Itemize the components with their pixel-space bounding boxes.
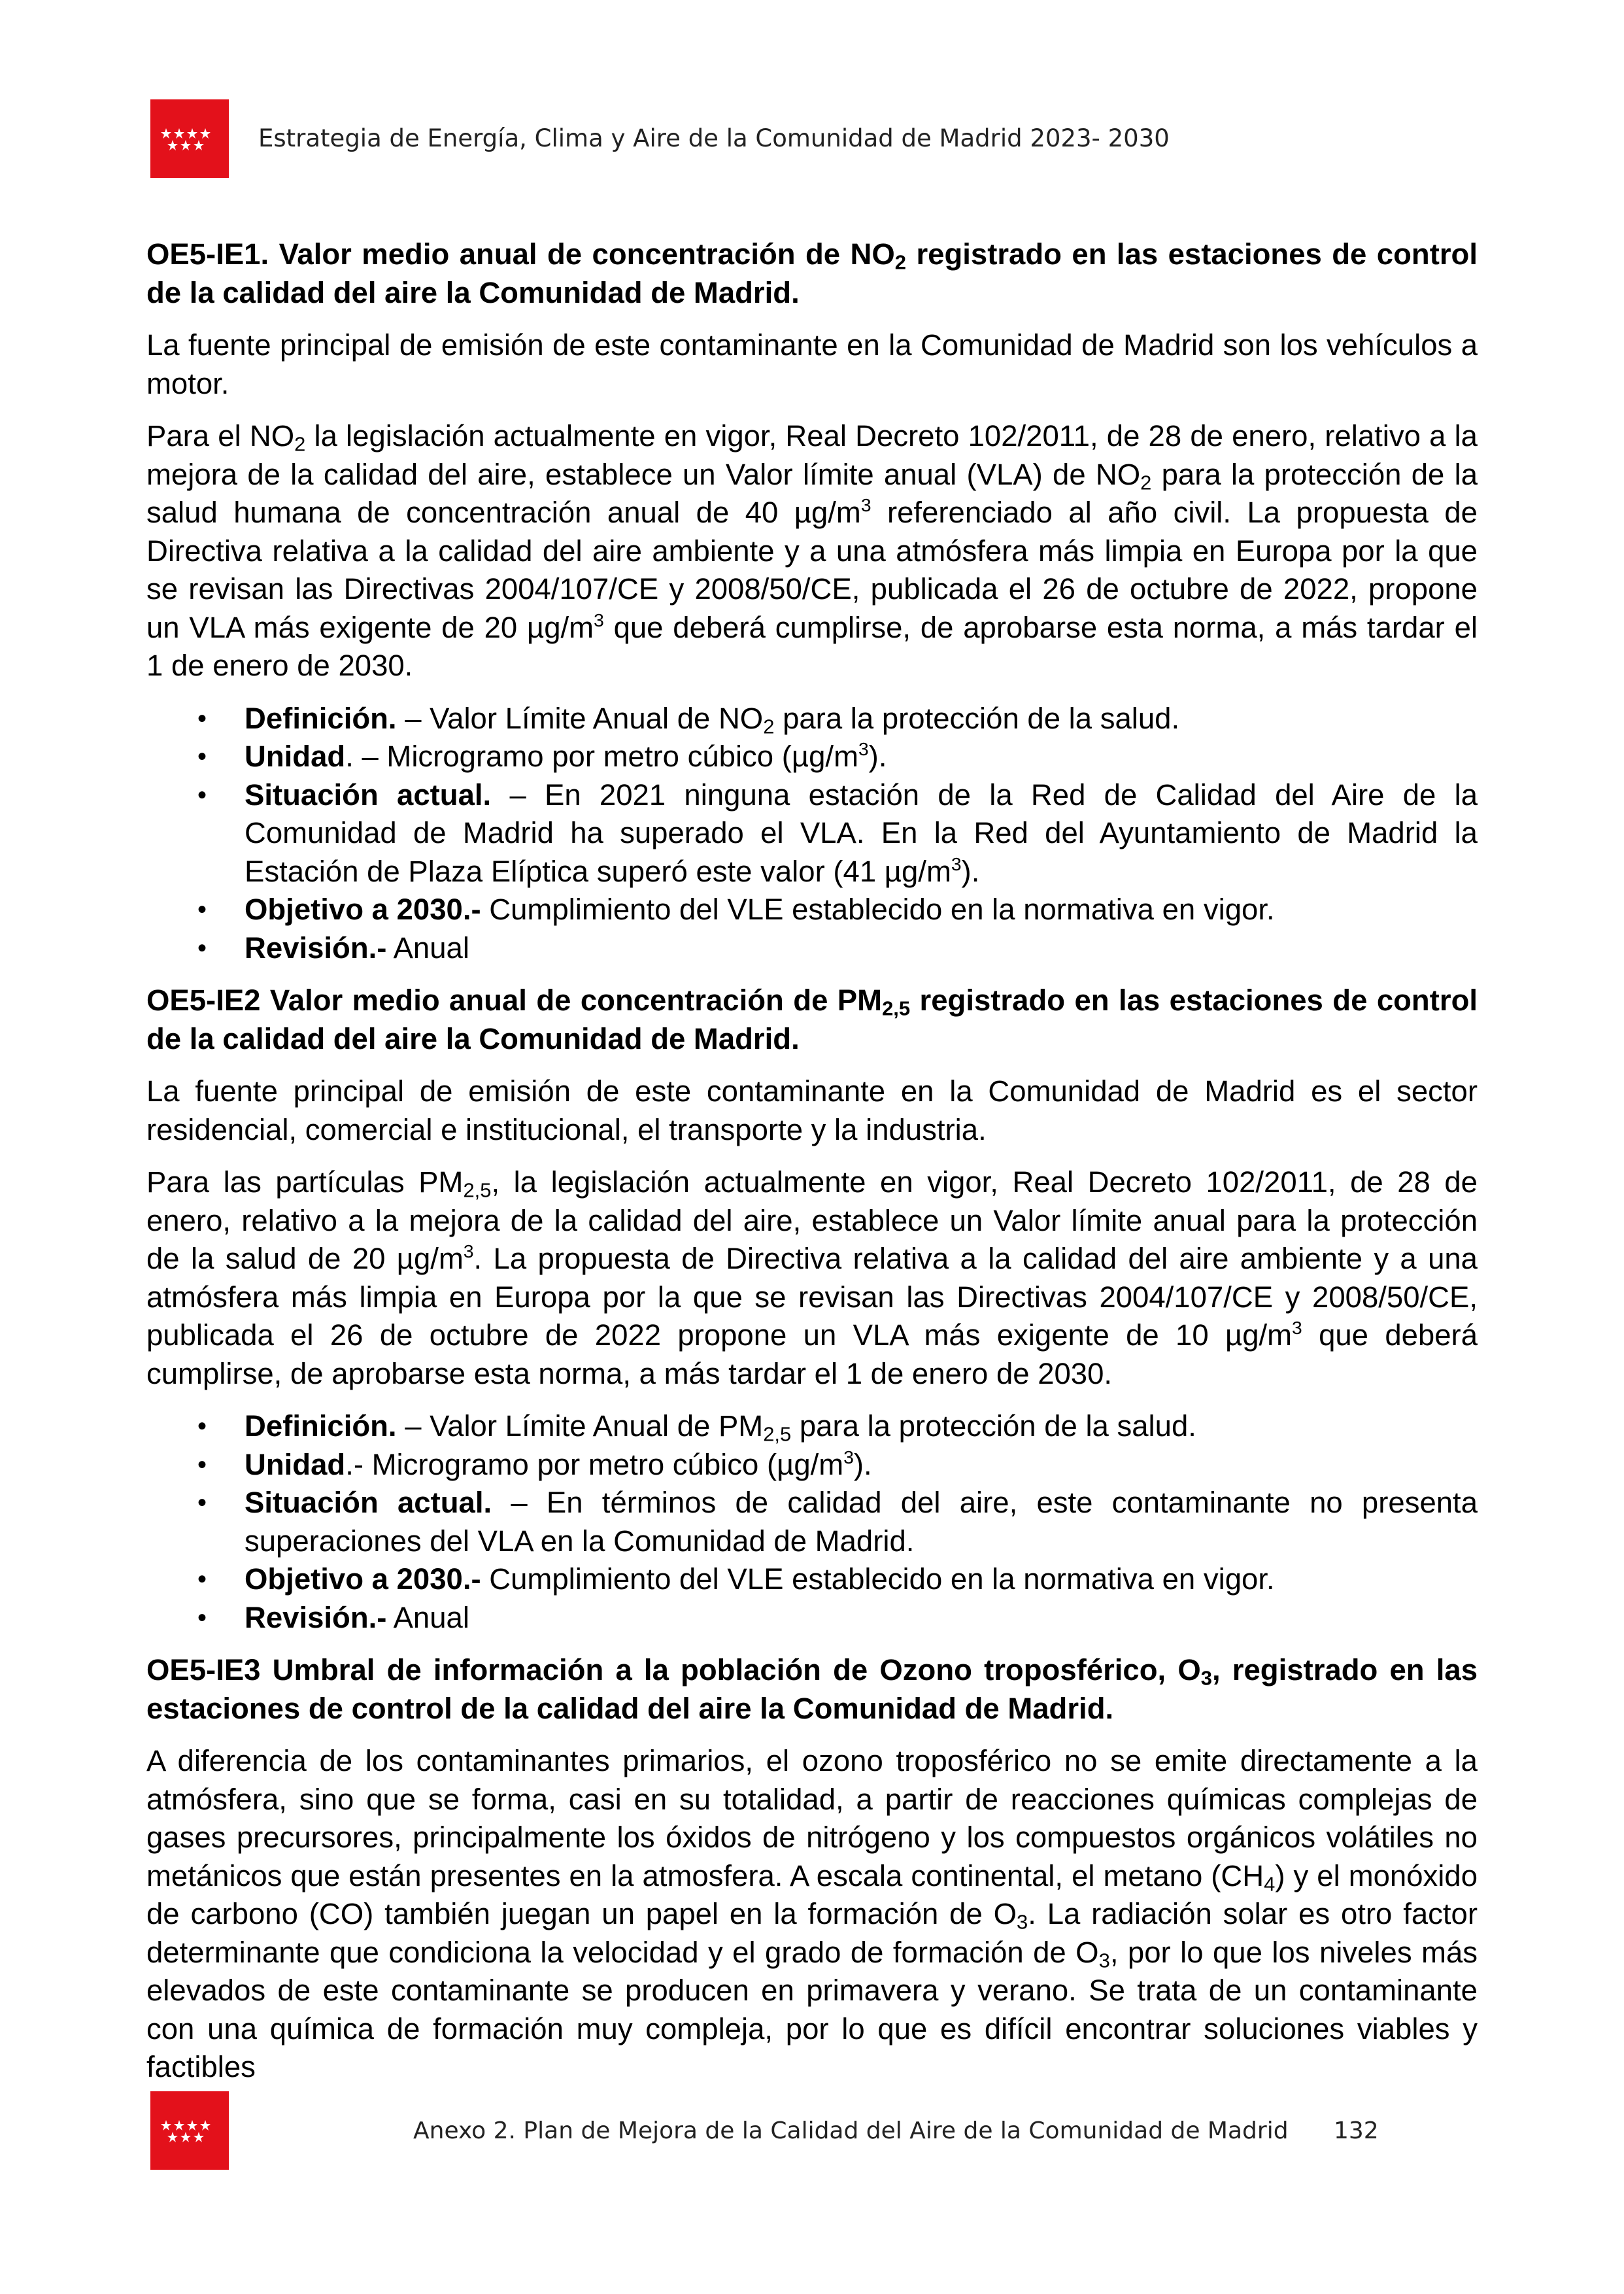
list-item: • Definición. – Valor Límite Anual de $NO_2$ para la protección de la salud. <box>146 700 1478 738</box>
paragraph: A diferencia de los contaminantes primarios, el ozono troposférico no se emite directamente a la atmósfera, sino que se forma, casi en su totalidad, a partir de reacciones químicas complejas de gases precursores, principalmente los óxidos de nitrógeno y los compuestos orgánicos volátiles no metánicos que están presentes en la atmosfera. A escala continental, el metano $(CH_4)$ y el monóxido de carbono (CO) también juegan un papel en la formación de $O_3$. La radiación solar es otro factor determinante que condiciona la velocidad y el grado de formación de $O_3$, por lo que los niveles más elevados de este contaminante se producen en primavera y verano. Se trata de un contaminante con una química de formación muy compleja, por lo que es difícil encontrar soluciones viables y factibles <box>146 1744 1478 2083</box>
indicator-list <box>146 1407 1478 1637</box>
list-item: • Objetivo a 2030.- Cumplimiento del VLE establecido en la normativa en vigor. <box>146 1560 1478 1599</box>
list-item: • Unidad. – Microgramo por metro cúbico $(\mu g/m^3)$. <box>146 738 1478 776</box>
bullet-icon: • <box>197 742 207 771</box>
bullet-icon: • <box>197 933 207 963</box>
paragraph: Para las partículas $PM_{2,5}$, la legislación actualmente en vigor, Real Decreto 102/2011, de 28 de enero, relativo a la mejora de la calidad del aire, establece un Valor límite anual para la protección de la salud de 20 $\mu g/m^3$. La propuesta de Directiva relativa a la calidad del aire ambiente y a una atmósfera más limpia en Europa por la que se revisan las Directivas 2004/107/CE y 2008/50/CE, publicada el 26 de octubre de 2022 propone un VLA más exigente de 10 $\mu g/m^3$ que deberá cumplirse, de aprobarse esta norma, a más tardar el 1 de enero de 2030. <box>146 1165 1478 1390</box>
list-item: • Revisión.- Anual <box>146 1599 1478 1637</box>
list-item: • Unidad.- Microgramo por metro cúbico $(\mu g/m^3)$. <box>146 1446 1478 1484</box>
paragraph: Para el $NO_2$ la legislación actualmente en vigor, Real Decreto 102/2011, de 28 de enero, relativo a la mejora de la calidad del aire, establece un Valor límite anual (VLA) de $NO_2$ para la protección de la salud humana de concentración anual de 40 $\mu g/m^3$ referenciado al año civil. La propuesta de Directiva relativa a la calidad del aire ambiente y a una atmósfera más limpia en Europa por la que se revisan las Directivas 2004/107/CE y 2008/50/CE, publicada el 26 de octubre de 2022, propone un VLA más exigente de 20 $\mu g/m^3$ que deberá cumplirse, de aprobarse esta norma, a más tardar el 1 de enero de 2030. <box>146 419 1478 682</box>
bullet-icon: • <box>197 1450 207 1479</box>
bullet-icon: • <box>197 1412 207 1441</box>
comunidad-madrid-logo-icon <box>150 99 229 178</box>
document-body <box>146 235 1478 2101</box>
bullet-icon: • <box>197 1603 207 1632</box>
seven-star-flag-icon <box>150 2091 229 2170</box>
logo-stars <box>161 2120 211 2142</box>
bullet-icon: • <box>197 780 207 810</box>
page-number: 132 <box>1334 2117 1379 2144</box>
list-item: • Objetivo a 2030.- Cumplimiento del VLE establecido en la normativa en vigor. <box>146 891 1478 929</box>
document-footer-text: Anexo 2. Plan de Mejora de la Calidad del Aire de la Comunidad de Madrid <box>413 2117 1289 2144</box>
bullet-icon: • <box>197 1488 207 1517</box>
paragraph: La fuente principal de emisión de este contaminante en la Comunidad de Madrid es el sector residencial, comercial e institucional, el transporte y la industria. <box>146 1074 1478 1146</box>
paragraph: La fuente principal de emisión de este contaminante en la Comunidad de Madrid son los vehículos a motor. <box>146 328 1478 400</box>
seven-star-flag-icon <box>150 99 229 178</box>
indicator-list <box>146 700 1478 968</box>
list-item: • Situación actual. – En términos de calidad del aire, este contaminante no presenta superaciones del VLA en la Comunidad de Madrid. <box>146 1484 1478 1560</box>
list-item: • Definición. – Valor Límite Anual de $PM_{2,5}$ para la protección de la salud. <box>146 1407 1478 1446</box>
list-item: • Situación actual. – En 2021 ninguna estación de la Red de Calidad del Aire de la Comunidad de Madrid ha superado el VLA. En la Red del Ayuntamiento de Madrid la Estación de Plaza Elíptica superó este valor (41 $\mu g/m^3$). <box>146 776 1478 891</box>
document-header-title: Estrategia de Energía, Clima y Aire de la Comunidad de Madrid 2023- 2030 <box>258 124 1170 152</box>
list-item: • Revisión.- Anual <box>146 929 1478 968</box>
bullet-icon: • <box>197 1565 207 1594</box>
bullet-icon: • <box>197 704 207 733</box>
section-heading-oe5-ie2: OE5-IE2 Valor medio anual de concentración de $PM_{2,5}$ registrado en las estaciones de control de la calidad del aire la Comunidad de Madrid. <box>146 984 1478 1055</box>
section-heading-oe5-ie3: OE5-IE3 Umbral de información a la población de Ozono troposférico, $O_3$, registrado en las estaciones de control de la calidad del aire la Comunidad de Madrid. <box>146 1653 1478 1725</box>
section-heading-oe5-ie1: OE5-IE1. Valor medio anual de concentración de $NO_2$ registrado en las estaciones de control de la calidad del aire la Comunidad de Madrid. <box>146 237 1478 309</box>
bullet-icon: • <box>197 895 207 924</box>
comunidad-madrid-logo-icon <box>150 2091 229 2170</box>
logo-stars <box>161 128 211 150</box>
